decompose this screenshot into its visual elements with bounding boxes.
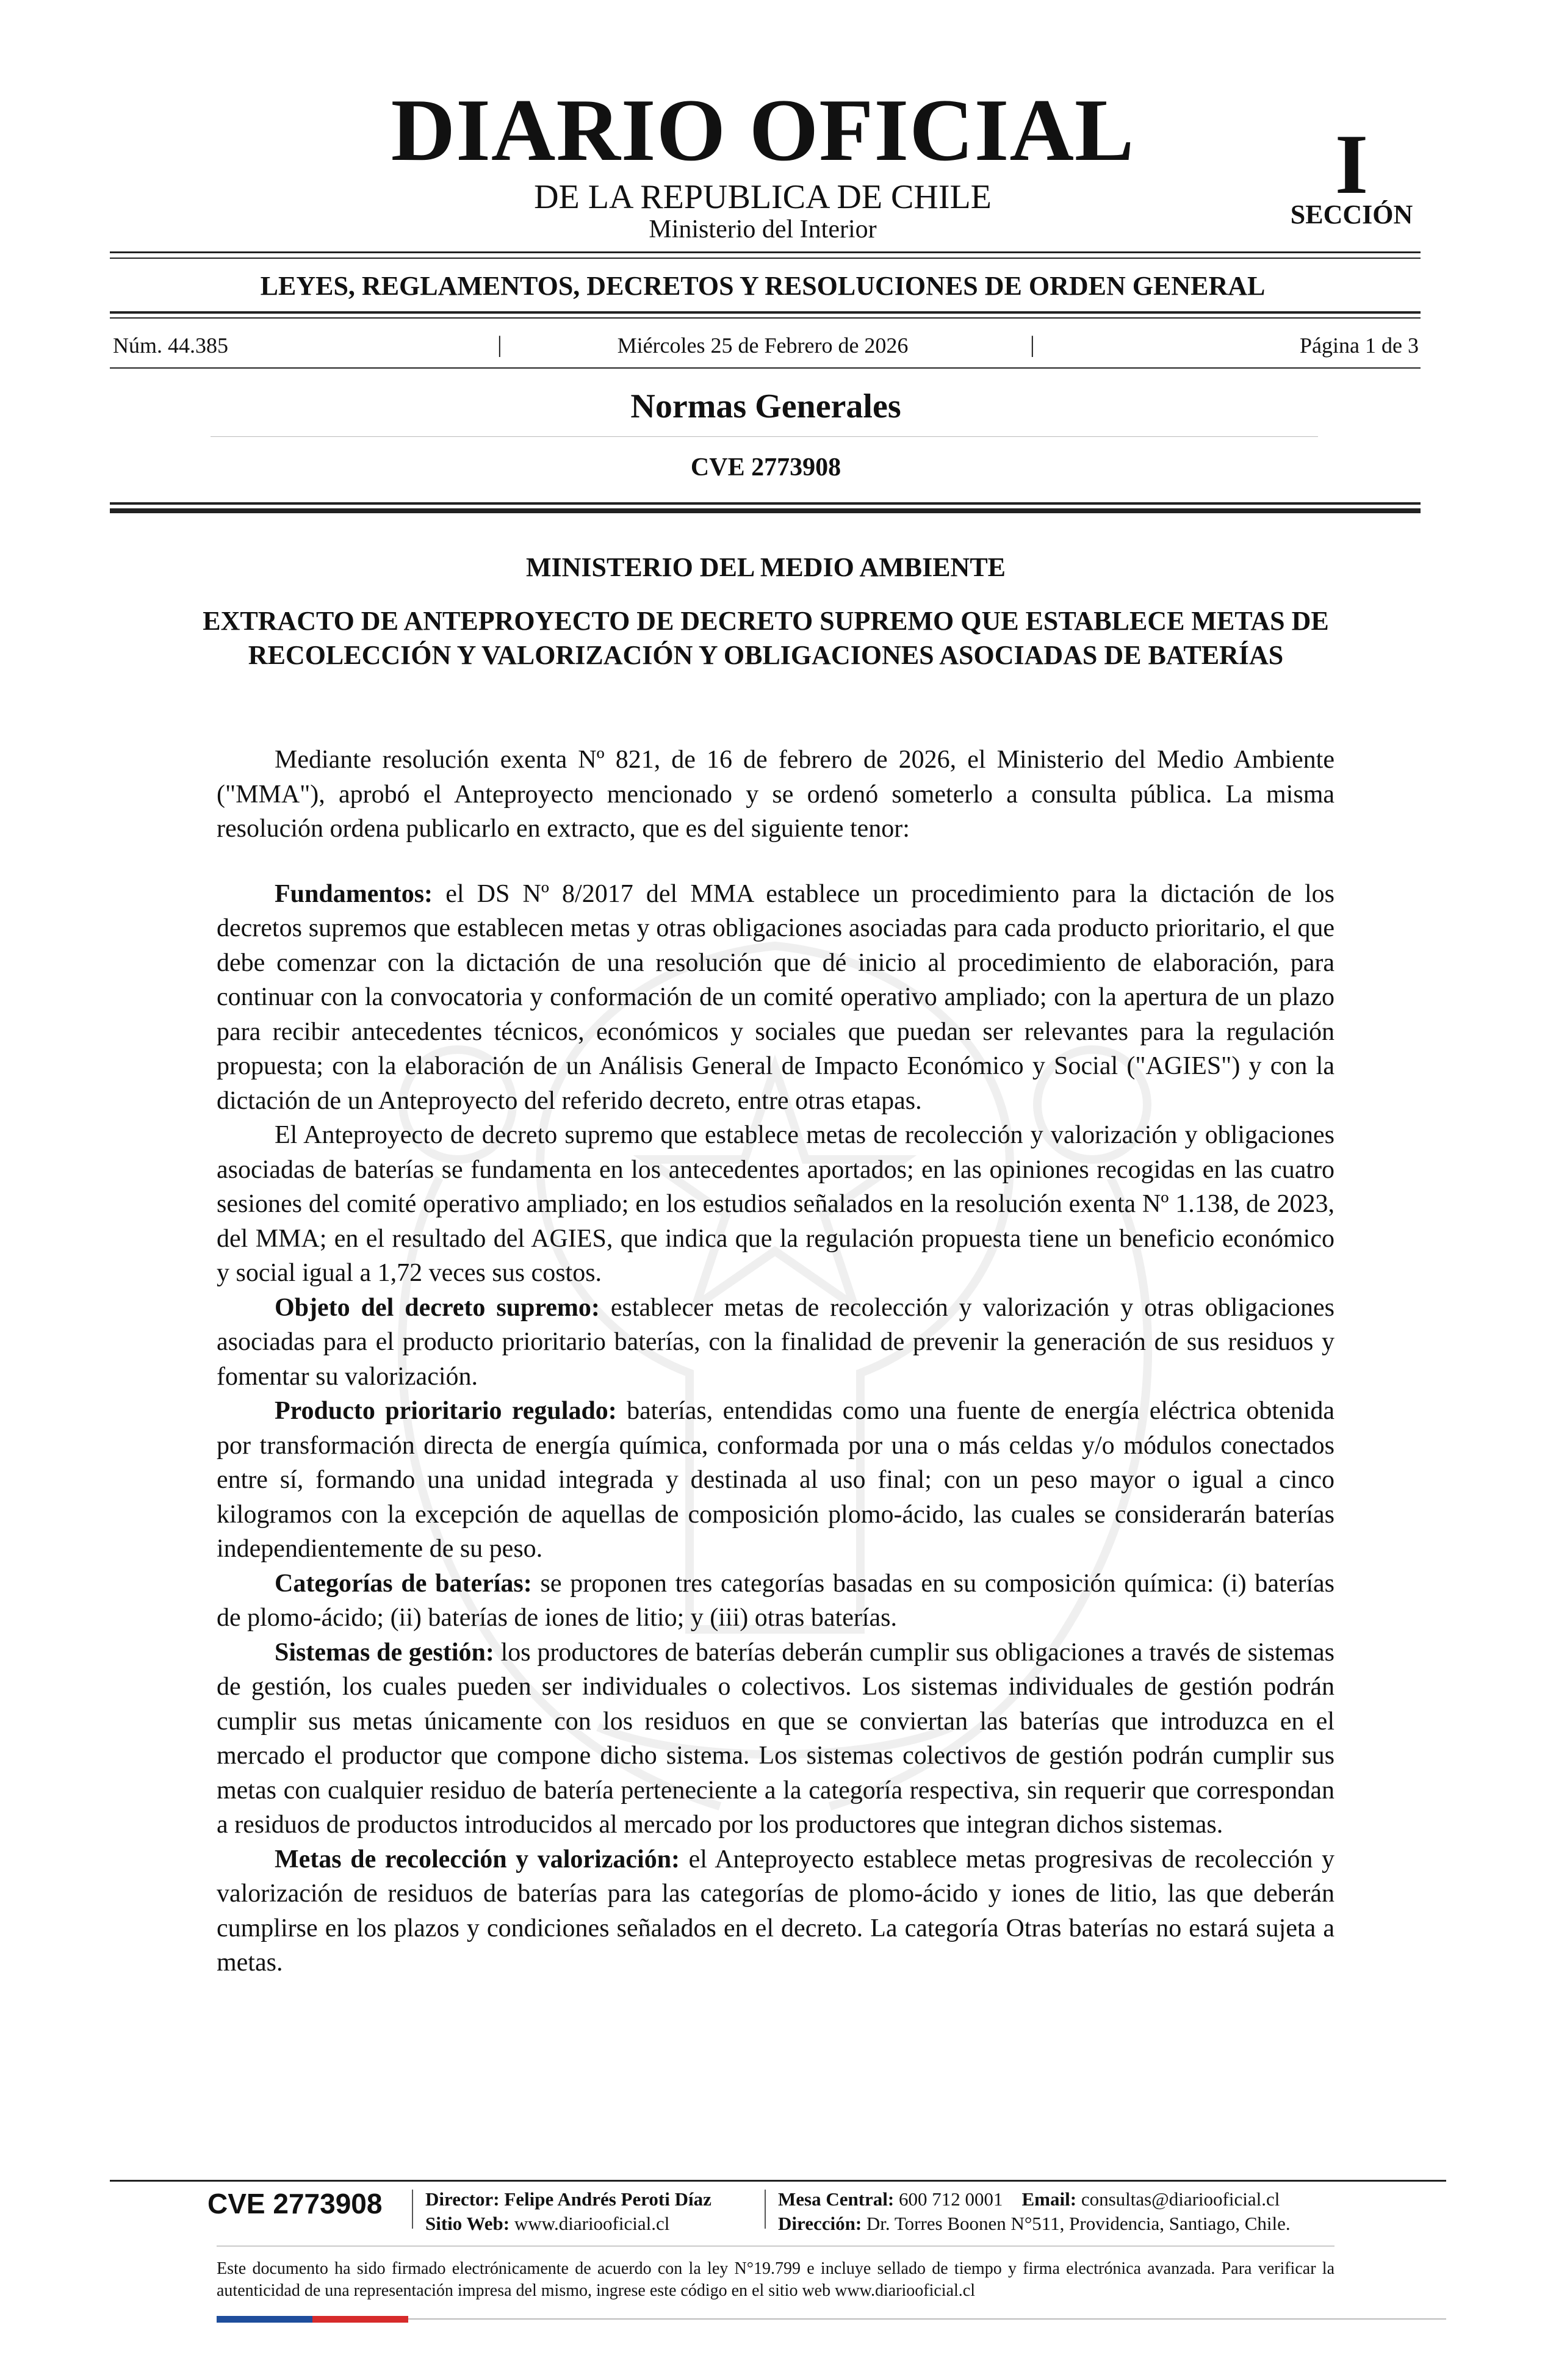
footer-rule [110, 2180, 1446, 2182]
paragraph-metas [217, 1842, 1334, 1980]
section-label: SECCIÓN [1290, 200, 1413, 229]
article-title: EXTRACTO DE ANTEPROYECTO DE DECRETO SUPREMO QUE ESTABLECE METAS DE RECOLECCIÓN Y VALORIZACIÓN Y OBLIGACIONES ASOCIADAS DE BATERÍAS [203, 606, 1329, 670]
paragraph-text: establecer metas de recolección y valorización y otras obligaciones asociadas para el producto prioritario baterías, con la finalidad de prevenir la generación de sus residuos y fomentar su valorización. [217, 1293, 1334, 1391]
masthead-rule-top-2 [110, 258, 1421, 259]
paragraph-text: baterías, entendidas como una fuente de energía eléctrica obtenida por transformación directa de energía química, conformada por una o más celdas y/o módulos conectados entre sí, formando una unidad integrada y destinada al uso final; con un peso mayor o igual a cinco kilogramos con la excepción de aquellas de composición plomo-ácido, las cuales se considerarán baterías independientemente de su peso. [217, 1397, 1334, 1563]
section-title-rule [211, 436, 1318, 437]
footer-contact-left [425, 2187, 711, 2236]
website-link[interactable]: www.diariooficial.cl [514, 2213, 670, 2234]
footer-contact-right [778, 2187, 1291, 2236]
paragraph-sistemas [217, 1635, 1334, 1842]
paragraph-anteproyecto [217, 1118, 1334, 1291]
footer-bottom-rule [408, 2318, 1446, 2320]
paragraph-heading: Categorías de baterías: [275, 1569, 532, 1598]
paragraph-heading: Objeto del decreto supremo: [275, 1293, 600, 1322]
paragraph-producto [217, 1394, 1334, 1567]
masthead-rule-top [110, 251, 1421, 253]
article-ministry: MINISTERIO DEL MEDIO AMBIENTE [525, 552, 1006, 582]
issue-date: Miércoles 25 de Febrero de 2026 [617, 333, 909, 358]
paragraph-heading: Metas de recolección y valorización: [275, 1845, 680, 1873]
paragraph-heading: Sistemas de gestión: [275, 1638, 494, 1667]
newspaper-subtitle: DE LA REPUBLICA DE CHILE [534, 178, 992, 216]
banner-rule [110, 311, 1421, 314]
email-link[interactable]: consultas@diariooficial.cl [1081, 2188, 1280, 2210]
section-title: Normas Generales [630, 388, 901, 425]
flag-stripe-blue [217, 2316, 312, 2323]
phone-number: 600 712 0001 [899, 2188, 1003, 2210]
phone-label: Mesa Central: [778, 2188, 895, 2210]
header-rule-thick-2 [110, 508, 1421, 513]
footer-cve: CVE 2773908 [207, 2188, 383, 2220]
website-line [425, 2212, 711, 2236]
intro-paragraph: Mediante resolución exenta Nº 821, de 16 de febrero de 2026, el Ministerio del Medio Ambiente ("MMA"), aprobó el Anteproyecto mencionado y se ordenó someterlo a consulta pública. La misma resolución ordena publicarlo en extracto, que es del siguiente tenor: [217, 746, 1334, 843]
legal-note: Este documento ha sido firmado electrónicamente de acuerdo con la ley N°19.799 e incluye sellado de tiempo y firma electrónica avanzada. Para verificar la autenticidad de una representación impresa del mismo, ingrese este código en el sitio web www.diariooficial.cl [217, 2259, 1334, 2300]
cve-code: CVE 2773908 [690, 453, 841, 481]
newspaper-title: DIARIO OFICIAL [391, 81, 1135, 179]
header-rule-thick [110, 502, 1421, 505]
flag-stripe-red [312, 2316, 408, 2323]
paragraph-heading: Fundamentos: [275, 879, 433, 908]
paragraph-objeto [217, 1291, 1334, 1394]
email-label: Email: [1021, 2188, 1077, 2210]
section-number: I [1334, 117, 1369, 212]
footer-divider-1 [412, 2190, 413, 2229]
banner-heading: LEYES, REGLAMENTOS, DECRETOS Y RESOLUCIONES DE ORDEN GENERAL [260, 271, 1266, 301]
director-label: Director: [425, 2188, 500, 2210]
page-indicator: Página 1 de 3 [1300, 333, 1419, 358]
paragraph-text: los productores de baterías deberán cumplir sus obligaciones a través de sistemas de gestión, los cuales pueden ser individuales o colectivos. Los sistemas individuales de gestión podrán cumplir sus metas únicamente con los residuos en que se conviertan las baterías que introduzca en el mercado el productor que compone dicho sistema. Los sistemas colectivos de gestión podrán cumplir sus metas con cualquier residuo de batería perteneciente a la categoría respectiva, sin requerir que correspondan a residuos de productos introducidos al mercado por los productores que integran dichos sistemas. [217, 1638, 1334, 1839]
director-name: Felipe Andrés Peroti Díaz [504, 2188, 711, 2210]
paragraph-categorias [217, 1567, 1334, 1635]
paragraph-text: el DS Nº 8/2017 del MMA establece un procedimiento para la dictación de los decretos supremos que establecen metas y otras obligaciones asociadas para cada producto prioritario, el que debe comenzar con la dictación de una resolución que dé inicio al procedimiento de elaboración, para continuar con la convocatoria y conformación de un comité operativo ampliado; con la apertura de un plazo para recibir antecedentes técnicos, económicos y sociales que puedan ser relevantes para la regulación propuesta; con la elaboración de un Análisis General de Impacto Económico y Social ("AGIES") y con la dictación de un Anteproyecto del referido decreto, entre otras etapas. [217, 879, 1334, 1115]
paragraph-text: se proponen tres categorías basadas en su composición química: (i) baterías de plomo-ácido; (ii) baterías de iones de litio; y (iii) otras baterías. [217, 1569, 1335, 1632]
article-body [217, 743, 1334, 1980]
phone-email-line [778, 2187, 1291, 2212]
address-line [778, 2212, 1291, 2236]
address-label: Dirección: [778, 2213, 862, 2234]
newspaper-ministry: Ministerio del Interior [649, 215, 877, 243]
issue-separator-2: | [1030, 332, 1035, 358]
website-label: Sitio Web: [425, 2213, 510, 2234]
paragraph-heading: Producto prioritario regulado: [275, 1397, 617, 1425]
paragraph-text: El Anteproyecto de decreto supremo que establece metas de recolección y valorización y obligaciones asociadas de baterías se fundamenta en los antecedentes aportados; en las opiniones recogidas en las cuatro sesiones del comité operativo ampliado; en los estudios señalados en la resolución exenta Nº 1.138, de 2023, del MMA; en el resultado del AGIES, que indica que la regulación propuesta tiene un beneficio económico y social igual a 1,72 veces sus costos. [217, 1121, 1334, 1287]
issue-rule [110, 367, 1421, 369]
issue-number: Núm. 44.385 [113, 333, 228, 358]
paragraph-fundamentos [217, 877, 1334, 1119]
issue-separator-1: | [497, 332, 502, 358]
footer-divider-2 [765, 2190, 766, 2229]
director-line [425, 2187, 711, 2212]
paragraph-text: el Anteproyecto establece metas progresivas de recolección y valorización de residuos de baterías para las categorías de plomo-ácido y iones de litio, las que deberán cumplirse en los plazos y condiciones señalados en el decreto. La categoría Otras baterías no estará sujeta a metas. [217, 1845, 1334, 1977]
banner-rule-2 [110, 317, 1421, 319]
address-text: Dr. Torres Boonen N°511, Providencia, Santiago, Chile. [866, 2213, 1291, 2234]
